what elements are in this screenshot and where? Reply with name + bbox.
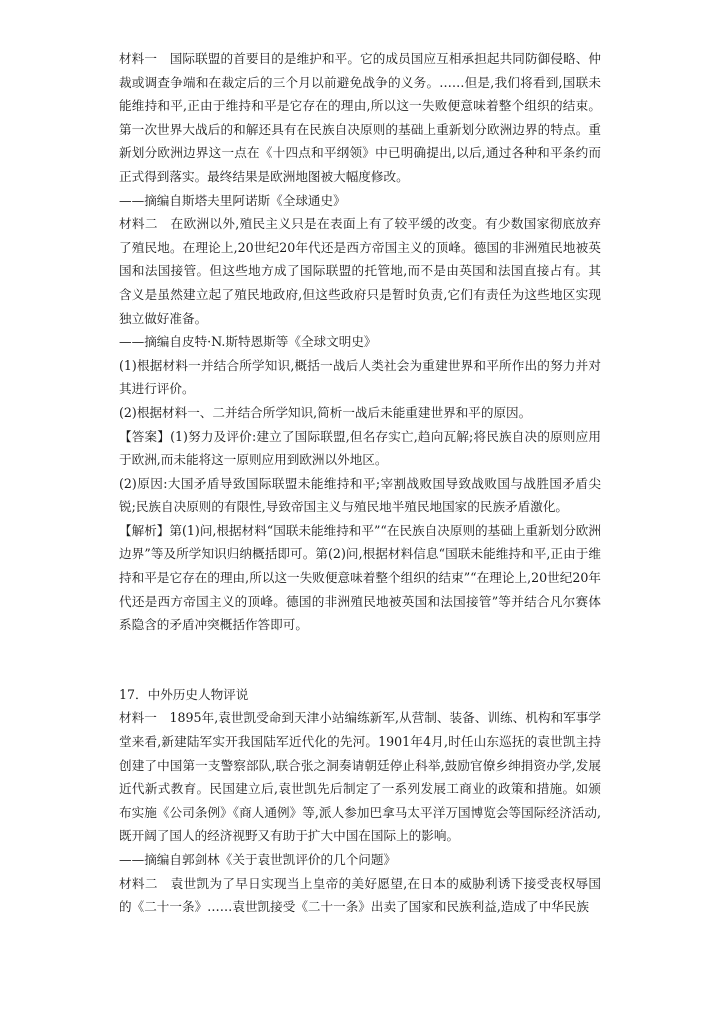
q16-material-1: 材料一 国际联盟的首要目的是维护和平。它的成员国应互相承担起共同防御侵略、仲裁或调查争端和在裁定后的三个月以前避免战争的义务。……但是,我们将看到,国联未能维持和平,正由于维持和平是它存在的理由,所以这一失败便意味着整个组织的结束。第一次世界大战后的和解还具有在民族自决原则的基础上重新划分欧洲边界的特点。重新划分欧洲边界这一点在《十四点和平纲领》中已明确提出,以后,通过各种和平条约而正式得到落实。最终结果是欧洲地图被大幅度修改。 bbox=[119, 51, 601, 184]
q16-question-2: (2)根据材料一、二并结合所学知识,简析一战后未能重建世界和平的原因。 bbox=[119, 404, 532, 420]
q16-source-2: ——摘编自皮特·N.斯特恩斯等《全球文明史》 bbox=[119, 334, 377, 350]
q16-analysis: 【解析】第(1)问,根据材料“国联未能维持和平”“在民族自决原则的基础上重新划分欧洲边界”等及所学知识归纳概括即可。第(2)问,根据材料信息“国联未能维持和平,正由于维持和平是它存在的理由,所以这一失败便意味着整个组织的结束”“在理论上,20世纪20年代还是西方帝国主义的顶峰。德国的非洲殖民地被英国和法国接管”等并结合凡尔赛体系隐含的矛盾冲突概括作答即可。 bbox=[119, 522, 601, 633]
q17-source-1: ——摘编自郭剑林《关于袁世凯评价的几个问题》 bbox=[119, 852, 397, 867]
q17-heading: 17．中外历史人物评说 bbox=[119, 686, 249, 702]
q17-material-2: 材料二 袁世凯为了早日实现当上皇帝的美好愿望,在日本的威胁利诱下接受丧权辱国的《二十一条》……袁世凯接受《二十一条》出卖了国家和民族利益,造成了中华民族 bbox=[119, 875, 601, 915]
q17-material-1: 材料一 1895年,袁世凯受命到天津小站编练新军,从营制、装备、训练、机构和军事学堂来看,新建陆军实开我国陆军近代化的先河。1901年4月,时任山东巡抚的袁世凯主持创建了中国第一支警察部队,联合张之洞奏请朝廷停止科举,鼓励官僚乡绅捐资办学,发展近代新式教育。民国建立后,袁世凯先后制定了一系列发展工商业的政策和措施。如颁布实施《公司条例》《商人通例》等,派人参加巴拿马太平洋万国博览会等国际经济活动,既开阔了国人的经济视野又有助于扩大中国在国际上的影响。 bbox=[119, 710, 601, 844]
q16-answer-1: 【答案】(1)努力及评价:建立了国际联盟,但名存实亡,趋向瓦解;将民族自决的原则应用于欧洲,而未能将这一原则应用到欧洲以外地区。 bbox=[119, 428, 601, 468]
section-gap bbox=[119, 637, 601, 683]
q16-material-2: 材料二 在欧洲以外,殖民主义只是在表面上有了较平缓的改变。有少数国家彻底放弃了殖民地。在理论上,20世纪20年代还是西方帝国主义的顶峰。德国的非洲殖民地被英国和法国接管。但这些地方成了国际联盟的托管地,而不是由英国和法国直接占有。其含义是虽然建立起了殖民地政府,但这些政府只是暂时负责,它们有责任为这些地区实现独立做好准备。 bbox=[119, 216, 601, 326]
q16-answer-2: (2)原因:大国矛盾导致国际联盟未能维持和平;宰割战败国导致战败国与战胜国矛盾尖锐;民族自决原则的有限性,导致帝国主义与殖民地半殖民地国家的民族矛盾激化。 bbox=[119, 475, 601, 515]
q16-source-1: ——摘编自斯塔夫里阿诺斯《全球通史》 bbox=[119, 192, 346, 208]
document-page bbox=[119, 47, 601, 919]
q16-question-1: (1)根据材料一并结合所学知识,概括一战后人类社会为重建世界和平所作出的努力并对其进行评价。 bbox=[119, 357, 601, 397]
